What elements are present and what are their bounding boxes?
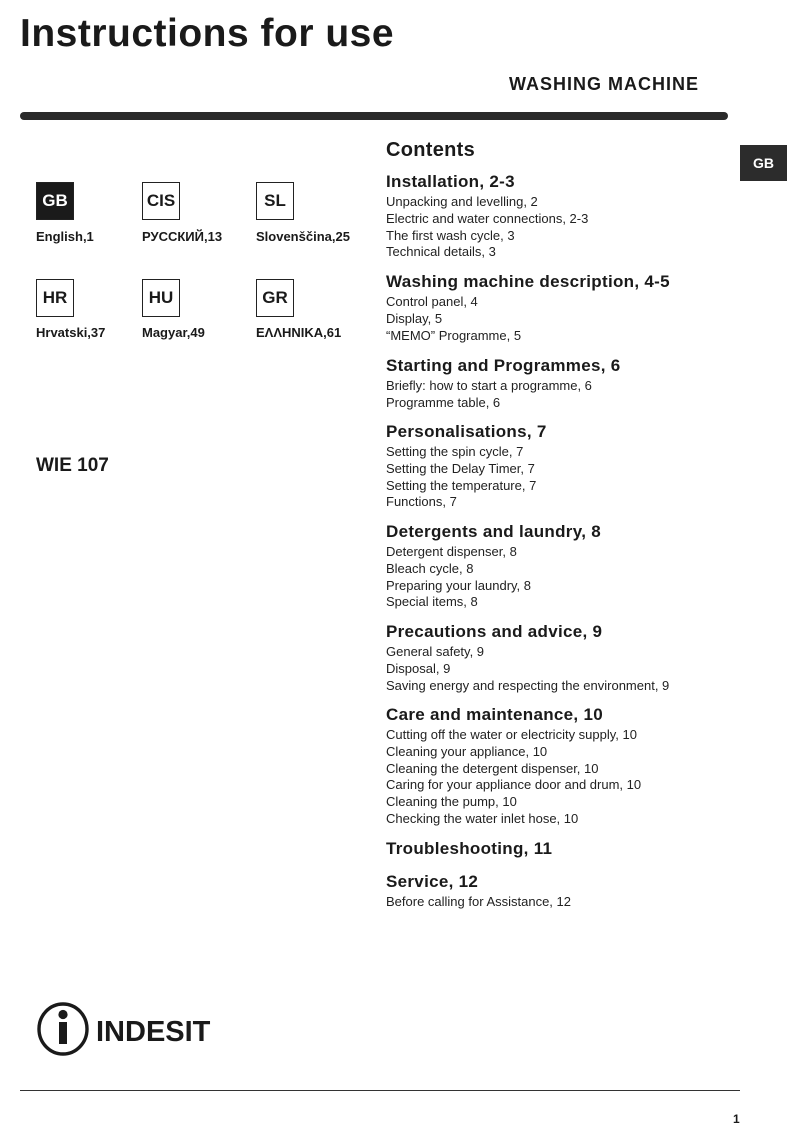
toc-item[interactable]: Display, 5 [386,310,443,326]
toc-item[interactable]: Cutting off the water or electricity supply, 10 [386,727,637,742]
language-code-gb[interactable]: GB [36,182,74,220]
product-type: WASHING MACHINE [509,74,699,94]
language-code-hr[interactable]: HR [36,279,74,317]
toc-item[interactable]: Briefly: how to start a programme, 6 [386,378,592,393]
toc-item[interactable]: Functions, 7 [386,494,457,510]
toc-item[interactable]: Caring for your appliance door and drum, 10 [386,777,642,793]
footer-rule [20,1090,740,1091]
toc-item[interactable]: The first wash cycle, 3 [386,227,515,243]
toc-item[interactable]: Preparing your laundry, 8 [386,577,532,593]
language-label-hu[interactable]: Magyar,49 [142,325,205,340]
brand-wordmark: INDESIT [96,1016,211,1048]
toc-item[interactable]: Before calling for Assistance, 12 [386,894,571,909]
toc-section-title[interactable]: Precautions and advice, 9 [386,622,603,641]
toc-item[interactable]: Cleaning the detergent dispenser, 10 [386,760,599,776]
language-side-tab: GB [740,145,787,181]
toc-item[interactable]: Disposal, 9 [386,660,451,676]
toc-item[interactable]: Unpacking and levelling, 2 [386,194,538,209]
toc-item[interactable]: Cleaning your appliance, 10 [386,743,548,759]
page-title: Instructions for use [20,12,395,55]
toc-item[interactable]: Programme table, 6 [386,394,501,410]
toc-section-title[interactable]: Care and maintenance, 10 [386,705,603,724]
language-label-hr[interactable]: Hrvatski,37 [36,325,106,340]
toc-item[interactable]: Checking the water inlet hose, 10 [386,811,579,826]
toc-section-title[interactable]: Personalisations, 7 [386,422,547,441]
language-label-gb[interactable]: English,1 [36,229,94,244]
language-code-sl[interactable]: SL [256,182,294,220]
language-code-gr[interactable]: GR [256,279,294,317]
toc-section-title[interactable]: Installation, 2-3 [386,172,515,191]
header-rule [20,112,728,120]
toc-section-title[interactable]: Detergents and laundry, 8 [386,522,602,541]
model-number: WIE 107 [36,455,109,476]
toc-section-title[interactable]: Washing machine description, 4-5 [386,272,670,291]
toc-item[interactable]: Saving energy and respecting the environment, 9 [386,677,670,693]
language-code-cis[interactable]: CIS [142,182,180,220]
toc-section-title[interactable]: Service, 12 [386,872,479,891]
toc-item[interactable]: Technical details, 3 [386,244,496,260]
language-label-gr[interactable]: ΕΛΛΗΝΙΚΑ,61 [256,325,342,340]
contents-heading: Contents [386,139,476,161]
indesit-logo-icon [36,1002,236,1056]
page-number: 1 [733,1112,740,1126]
toc-item[interactable]: Setting the Delay Timer, 7 [386,460,535,476]
toc-item[interactable]: Electric and water connections, 2-3 [386,210,589,226]
toc-item[interactable]: “MEMO” Programme, 5 [386,327,522,343]
toc-section-title[interactable]: Troubleshooting, 11 [386,839,553,858]
toc-item[interactable]: Cleaning the pump, 10 [386,794,517,810]
language-label-cis[interactable]: РУССКИЙ,13 [142,229,223,244]
toc-item[interactable]: Setting the spin cycle, 7 [386,444,524,459]
toc-item[interactable]: Setting the temperature, 7 [386,477,537,493]
toc-item[interactable]: Special items, 8 [386,594,478,610]
language-label-sl[interactable]: Slovenščina,25 [256,229,350,244]
toc-item[interactable]: Detergent dispenser, 8 [386,544,517,559]
toc-item[interactable]: Bleach cycle, 8 [386,560,474,576]
toc-item[interactable]: General safety, 9 [386,644,485,659]
language-code-hu[interactable]: HU [142,279,180,317]
toc-section-title[interactable]: Starting and Programmes, 6 [386,356,621,375]
toc-item[interactable]: Control panel, 4 [386,294,478,309]
